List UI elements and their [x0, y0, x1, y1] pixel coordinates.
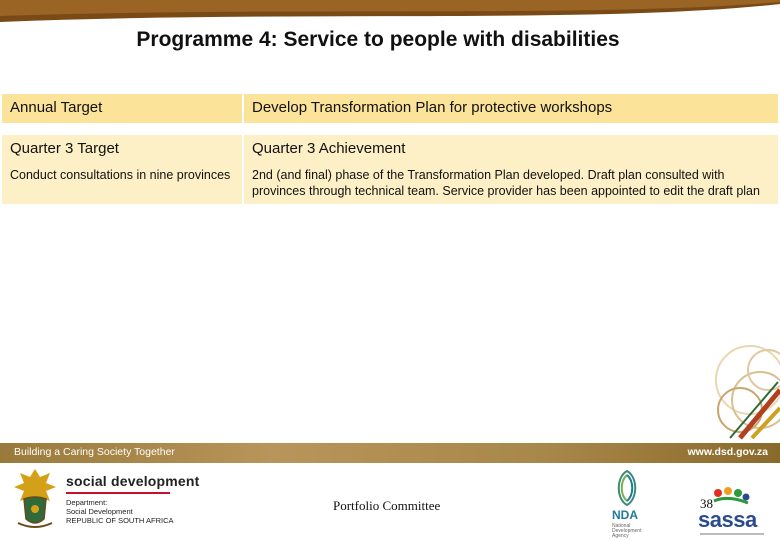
sassa-label: sassa — [698, 507, 757, 532]
quarter-achievement-heading: Quarter 3 Achievement — [242, 135, 778, 162]
tagline: Building a Caring Society Together — [14, 446, 175, 458]
department-line-3: REPUBLIC OF SOUTH AFRICA — [66, 516, 174, 525]
table-row — [2, 135, 778, 162]
coat-of-arms-icon — [10, 465, 60, 531]
top-decorative-band — [0, 0, 780, 24]
nda-logo — [610, 469, 644, 539]
nda-label: NDA — [612, 508, 638, 522]
department-line-1: Department: — [66, 498, 108, 507]
nda-emblem-icon — [610, 469, 644, 507]
page-title: Programme 4: Service to people with disabilities — [136, 28, 620, 51]
nda-subtitle: National Development Agency — [612, 523, 642, 539]
quarter-target-heading: Quarter 3 Target — [2, 135, 242, 162]
table-row — [2, 94, 778, 123]
department-logo — [66, 473, 200, 525]
table-row — [2, 162, 778, 204]
department-name: social development — [66, 473, 200, 489]
target-table — [2, 94, 778, 204]
department-line-2: Social Development — [66, 507, 133, 516]
quarter-target-text: Conduct consultations in nine provinces — [2, 162, 242, 204]
quarter-achievement-text: 2nd (and final) phase of the Transformation Plan developed. Draft plan consulted with provinces through technical team. Service provider has been appointed to edit the draft plan — [242, 162, 778, 204]
annual-target-label: Annual Target — [2, 94, 242, 123]
decorative-circles-graphic — [660, 320, 780, 440]
portfolio-committee-label: Portfolio Committee — [333, 498, 441, 513]
footer — [0, 463, 780, 540]
sassa-logo — [696, 487, 768, 537]
page-number: 38 — [700, 496, 713, 511]
annual-target-value: Develop Transformation Plan for protective workshops — [242, 94, 778, 123]
footer-bar — [0, 443, 780, 463]
website-link[interactable]: www.dsd.gov.za — [687, 446, 768, 458]
